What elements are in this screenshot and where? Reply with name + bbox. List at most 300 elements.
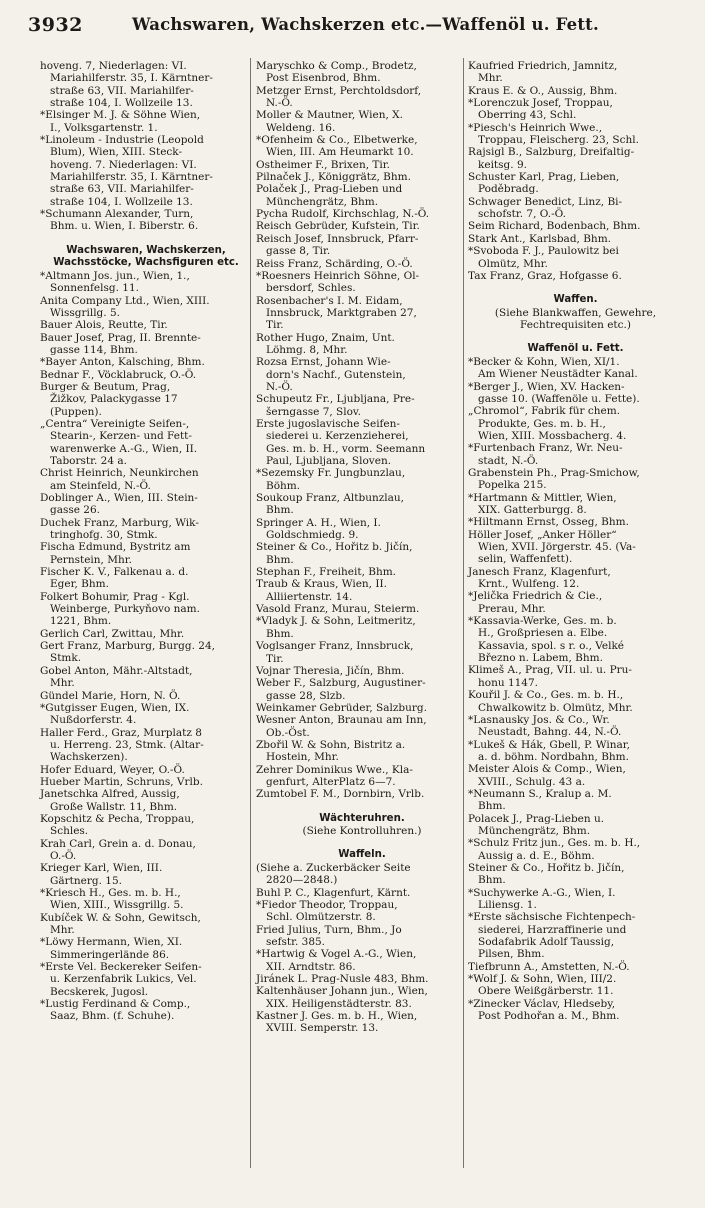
directory-entry [256, 270, 468, 295]
entry-line: Post Eisenbrod, Bhm. [266, 72, 381, 85]
directory-entry [256, 665, 468, 677]
entry-line: O.-Ö. [50, 849, 77, 862]
entry-line: sefstr. 385. [266, 936, 326, 949]
entry-line: Liliensg. 1. [478, 899, 537, 911]
entry-line: Voglsanger Franz, Innsbruck, [256, 640, 414, 653]
directory-column-2 [256, 60, 468, 1035]
entry-line: (Puppen). [50, 405, 102, 418]
entry-line: Ostheimer F., Brixen, Tir. [256, 158, 390, 171]
section-heading [256, 813, 468, 826]
entry-line: Löhmg. 8, Mhr. [266, 343, 348, 356]
entry-line: *Furtenbach Franz, Wr. Neu- [468, 442, 623, 455]
entry-line: Münchengrätz, Bhm. [478, 824, 591, 837]
entry-line: Chwalkowitz b. Olmütz, Mhr. [478, 701, 633, 714]
entry-line: Schwager Benedict, Linz, Bi- [468, 195, 623, 208]
entry-line: *Fiedor Theodor, Troppau, [256, 899, 398, 911]
entry-line: Innsbruck, Marktgraben 27, [266, 306, 417, 319]
entry-line: Tiefbrunn A., Amstetten, N.-Ö. [468, 960, 630, 973]
entry-line: Weinkamer Gebrüder, Salzburg. [256, 701, 427, 714]
directory-entry [40, 566, 252, 591]
entry-line: Bauer Alois, Reutte, Tir. [40, 319, 168, 332]
entry-line: *Roesners Heinrich Söhne, Ol- [256, 269, 420, 282]
directory-entry [468, 196, 683, 221]
entry-line: Krieger Karl, Wien, III. [40, 862, 163, 875]
directory-entry [468, 689, 683, 714]
entry-line: Nußdorferstr. 4. [50, 714, 137, 727]
directory-entry [40, 492, 252, 517]
directory-entry [256, 640, 468, 665]
entry-line: Weber F., Salzburg, Augustiner- [256, 677, 426, 690]
entry-line: a. d. böhm. Nordbahn, Bhm. [478, 750, 629, 763]
entry-line: Sodafabrik Adolf Taussig, [478, 936, 615, 949]
directory-entry [256, 739, 468, 764]
entry-line: (Siehe Blankwaffen, Gewehre, [494, 306, 657, 319]
entry-line: Böhm. [266, 479, 301, 492]
entry-line: Bhm. [266, 627, 294, 640]
entry-line: *Wolf J. & Sohn, Wien, III/2. [468, 973, 617, 986]
entry-line: Březno n. Labem, Bhm. [478, 652, 603, 665]
entry-line: Bhm. u. Wien, I. Biberstr. 6. [50, 220, 199, 233]
directory-entry [468, 973, 683, 998]
entry-line: *Hiltmann Ernst, Osseg, Bhm. [468, 516, 629, 529]
entry-line: Zehrer Dominikus Wwe., Kla- [256, 763, 413, 776]
directory-entry [40, 270, 252, 295]
entry-line: Mariahilferstr. 35, I. Kärntner- [50, 72, 213, 85]
directory-entry [40, 961, 252, 998]
entry-line: *Erste sächsische Fichtenpech- [468, 911, 636, 924]
directory-entry [468, 122, 683, 147]
directory-entry [256, 332, 468, 357]
entry-line: Tax Franz, Graz, Hofgasse 6. [468, 269, 622, 282]
directory-entry [256, 677, 468, 702]
directory-entry [468, 837, 683, 862]
directory-entry [40, 541, 252, 566]
entry-line: Mariahilferstr. 35, I. Kärntner- [50, 171, 213, 184]
entry-line: Krnt., Wulfeng. 12. [478, 578, 580, 591]
entry-line: siederei, Harzraffinerie und [478, 923, 627, 936]
directory-entry [40, 887, 252, 912]
directory-entry [468, 566, 683, 591]
entry-line: *Becker & Kohn, Wien, XI/1. [468, 355, 620, 368]
entry-line: Grabenstein Ph., Prag-Smichow, [468, 466, 640, 479]
directory-entry [468, 887, 683, 912]
directory-entry [256, 948, 468, 973]
entry-line: Wachsstöcke, Wachsfiguren etc. [53, 257, 239, 269]
directory-entry [468, 146, 683, 171]
entry-line: Polaček J., Prag-Lieben und [256, 183, 403, 196]
entry-line: *Gutgisser Eugen, Wien, IX. [40, 701, 190, 714]
entry-line: Buhl P. C., Klagenfurt, Kärnt. [256, 886, 411, 899]
entry-line: Rother Hugo, Znaim, Unt. [256, 331, 395, 344]
directory-entry [468, 911, 683, 960]
entry-line: Springer A. H., Wien, I. [256, 516, 381, 529]
directory-entry [40, 467, 252, 492]
entry-line: Kastner J. Ges. m. b. H., Wien, [256, 1010, 418, 1023]
entry-line: XVIII. Semperstr. 13. [266, 1022, 379, 1035]
entry-line: „Chromol“, Fabrik für chem. [468, 405, 621, 418]
directory-entry [256, 467, 468, 492]
directory-entry [468, 615, 683, 664]
section-heading [468, 294, 683, 307]
directory-entry [468, 233, 683, 245]
entry-line: genfurt, AlterPlatz 6—7. [266, 775, 396, 788]
directory-entry [40, 727, 252, 764]
directory-entry [256, 764, 468, 789]
entry-line: Hueber Martin, Schruns, Vrlb. [40, 775, 203, 788]
directory-entry [256, 492, 468, 517]
directory-entry [40, 418, 252, 467]
entry-line: Ob.-Öst. [266, 726, 310, 739]
entry-line: Goldschmiedg. 9. [266, 529, 359, 542]
directory-entry [256, 134, 468, 159]
entry-line: straße 63, VII. Mariahilfer- [50, 183, 194, 196]
entry-line: Ges. m. b. H., vorm. Seemann [266, 442, 426, 455]
entry-line: Fried Julius, Turn, Bhm., Jo [256, 923, 402, 936]
section-heading [40, 245, 252, 270]
entry-line: Kaltenhäuser Johann jun., Wien, [256, 985, 428, 998]
entry-line: *Lukeš & Hák, Gbell, P. Winar, [468, 738, 630, 751]
entry-line: stadt, N.-Ö. [478, 454, 539, 467]
entry-line: Maryschko & Comp., Brodetz, [256, 60, 417, 72]
entry-line: *Suchywerke A.-G., Wien, I. [468, 886, 616, 899]
entry-line: Reisch Gebrüder, Kufstein, Tir. [256, 220, 420, 233]
entry-line: Münchengrätz, Bhm. [266, 195, 379, 208]
entry-line: hoveng. 7. Niederlagen: VI. [50, 158, 197, 171]
entry-line: I., Volksgartenstr. 1. [50, 121, 158, 134]
entry-line: Duchek Franz, Marburg, Wik- [40, 516, 199, 529]
directory-entry [256, 862, 468, 887]
entry-line: Post Podhořan a. M., Bhm. [478, 1010, 620, 1023]
directory-entry [40, 690, 252, 702]
entry-line: *Zinecker Václav, Hledseby, [468, 997, 616, 1010]
directory-entry [256, 702, 468, 714]
entry-line: *Kriesch H., Ges. m. b. H., [40, 887, 181, 899]
entry-line: H., Großpriesen a. Elbe. [478, 627, 608, 640]
directory-entry [256, 183, 468, 208]
entry-line: Steiner & Co., Hořitz b. Jičín, [256, 541, 413, 554]
directory-entry [468, 60, 683, 85]
entry-line: Krah Carl, Grein a. d. Donau, [40, 837, 196, 850]
section-spacer [468, 282, 683, 294]
section-spacer [256, 837, 468, 849]
entry-line: Zbořil W. & Sohn, Bistritz a. [256, 738, 406, 751]
entry-line: Popelka 215. [478, 479, 547, 492]
directory-entry [256, 973, 468, 985]
entry-line: XIX. Heiligenstädterstr. 83. [266, 997, 412, 1010]
entry-line: Große Wallstr. 11, Bhm. [50, 800, 178, 813]
entry-line: Doblinger A., Wien, III. Stein- [40, 492, 198, 504]
entry-line: Taborstr. 24 a. [50, 454, 127, 467]
entry-line: dorn's Nachf., Gutenstein, [266, 368, 406, 381]
directory-entry [256, 109, 468, 134]
entry-line: Gärtnerg. 15. [50, 874, 122, 887]
entry-line: tringhofg. 30, Stmk. [50, 529, 158, 542]
entry-line: Stmk. [50, 652, 82, 665]
entry-line: Weldeng. 16. [266, 121, 336, 134]
entry-line: straße 104, I. Wollzeile 13. [50, 195, 193, 208]
directory-entry [468, 739, 683, 764]
entry-line: Christ Heinrich, Neunkirchen [40, 467, 199, 480]
entry-line: Stephan F., Freiheit, Bhm. [256, 566, 397, 579]
entry-line: Anita Company Ltd., Wien, XIII. [40, 294, 210, 307]
entry-line: Wächteruhren. [319, 812, 405, 824]
entry-line: Weinberge, Purkyňovo nam. [50, 603, 200, 616]
directory-entry [256, 714, 468, 739]
entry-line: Neustadt, Bahng. 44, N.-Ö. [478, 726, 622, 739]
directory-entry [256, 1010, 468, 1035]
directory-entry [256, 208, 468, 220]
entry-line: *Berger J., Wien, XV. Hacken- [468, 380, 625, 393]
entry-line: Seim Richard, Bodenbach, Bhm. [468, 220, 641, 233]
directory-entry [256, 788, 468, 800]
directory-entry [468, 862, 683, 887]
entry-line: 1221, Bhm. [50, 615, 112, 628]
entry-line: Am Wiener Neustädter Kanal. [478, 368, 638, 381]
directory-entry [40, 332, 252, 357]
entry-line: Mhr. [50, 677, 75, 690]
directory-entry [256, 899, 468, 924]
directory-entry [40, 319, 252, 331]
entry-line: Meister Alois & Comp., Wien, [468, 763, 626, 776]
entry-line: Bhm. [266, 553, 294, 566]
section-spacer [468, 331, 683, 343]
directory-entry [468, 516, 683, 528]
directory-entry [256, 924, 468, 949]
entry-line: Schl. Olmützerstr. 8. [266, 911, 376, 924]
directory-entry [468, 381, 683, 406]
entry-line: Reiss Franz, Schärding, O.-Ö. [256, 257, 413, 270]
entry-line: Hofer Eduard, Weyer, O.-Ö. [40, 763, 185, 776]
entry-line: schofstr. 7, O.-Ö. [478, 208, 566, 221]
section-spacer [40, 233, 252, 245]
entry-line: Olmütz, Mhr. [478, 257, 548, 270]
entry-line: *Svoboda F. J., Paulowitz bei [468, 245, 619, 258]
directory-entry [256, 356, 468, 393]
entry-line: Pilnaček J., Königgrätz, Bhm. [256, 171, 411, 184]
entry-line: Kraus E. & O., Aussig, Bhm. [468, 84, 618, 97]
entry-line: selin, Waffenfett). [478, 553, 573, 566]
entry-line: Bednar F., Vöcklabruck, O.-Ö. [40, 368, 197, 381]
entry-line: Waffeln. [338, 849, 386, 861]
entry-line: Höller Josef, „Anker Höller“ [468, 528, 617, 541]
directory-entry [40, 356, 252, 368]
directory-entry [40, 998, 252, 1023]
entry-line: „Centra“ Vereinigte Seifen-, [40, 417, 190, 430]
directory-entry [40, 208, 252, 233]
page-title: Wachswaren, Wachskerzen etc.—Waffenöl u. Fett. [132, 15, 599, 34]
directory-entry [40, 862, 252, 887]
entry-line: Bhm. [478, 874, 506, 887]
directory-entry [468, 788, 683, 813]
entry-line: *Neumann S., Kralup a. M. [468, 787, 612, 800]
directory-entry [40, 517, 252, 542]
entry-line: Wissgrillg. 5. [50, 306, 120, 319]
entry-line: Gerlich Carl, Zwittau, Mhr. [40, 627, 185, 640]
directory-entry [468, 961, 683, 973]
entry-line: Kaufried Friedrich, Jamnitz, [468, 60, 618, 72]
entry-line: *Schulz Fritz jun., Ges. m. b. H., [468, 837, 641, 850]
directory-entry [468, 467, 683, 492]
directory-entry [468, 85, 683, 97]
entry-line: *Hartmann & Mittler, Wien, [468, 491, 617, 504]
entry-line: Mhr. [478, 72, 503, 85]
entry-line: Eger, Bhm. [50, 578, 109, 591]
directory-entry [256, 393, 468, 418]
entry-line: Tir. [266, 319, 284, 332]
entry-line: Schupeutz Fr., Ljubljana, Pre- [256, 393, 415, 406]
entry-line: šerngasse 7, Slov. [266, 405, 361, 418]
directory-entry [40, 813, 252, 838]
directory-entry [256, 566, 468, 578]
entry-line: (Siehe a. Zuckerbäcker Seite [256, 861, 411, 874]
entry-line: straße 63, VII. Mariahilfer- [50, 84, 194, 97]
entry-line: Oberring 43, Schl. [478, 109, 577, 122]
directory-entry [40, 665, 252, 690]
entry-line: Wien, XIII. Mossbacherg. 4. [478, 429, 627, 442]
entry-line: Gündel Marie, Horn, N. Ö. [40, 689, 181, 702]
directory-entry [40, 936, 252, 961]
entry-line: Wesner Anton, Braunau am Inn, [256, 714, 427, 727]
entry-line: Jiránek L. Prag-Nusle 483, Bhm. [256, 973, 429, 986]
entry-line: *Bayer Anton, Kalsching, Bhm. [40, 356, 205, 369]
entry-line: Klimeš A., Prag, VII. ul. u. Pru- [468, 664, 632, 677]
directory-entry [468, 590, 683, 615]
section-heading [256, 849, 468, 862]
entry-line: Bhm. [266, 504, 294, 517]
entry-line: Simmeringerlände 86. [50, 948, 170, 961]
directory-entry [468, 664, 683, 689]
entry-line: Blum), Wien, XIII. Steck- [50, 146, 183, 159]
directory-entry [256, 159, 468, 171]
entry-line: hoveng. 7, Niederlagen: VI. [40, 60, 187, 72]
entry-line: Becskerek, Jugosl. [50, 985, 149, 998]
directory-entry [468, 813, 683, 838]
entry-line: gasse 28, Slzb. [266, 689, 346, 702]
entry-line: gasse 26. [50, 504, 101, 517]
directory-column-1 [40, 60, 252, 1023]
entry-line: Pycha Rudolf, Kirchschlag, N.-Ö. [256, 208, 430, 221]
entry-line: Stearin-, Kerzen- und Fett- [50, 430, 192, 443]
entry-line: Rozsa Ernst, Johann Wie- [256, 356, 391, 369]
entry-line: *Lasnausky Jos. & Co., Wr. [468, 713, 610, 726]
entry-line: Paul, Ljubljana, Sloven. [266, 455, 392, 467]
entry-line: Mhr. [50, 924, 75, 937]
directory-entry [40, 295, 252, 320]
entry-line: Prerau, Mhr. [478, 602, 546, 615]
directory-entry [40, 912, 252, 937]
entry-line: XIX. Gatterburgg. 8. [478, 504, 587, 516]
entry-line: *Schumann Alexander, Turn, [40, 208, 194, 221]
entry-line: warenwerke A.-G., Wien, II. [50, 442, 198, 455]
entry-line: Kouřil J. & Co., Ges. m. b. H., [468, 689, 624, 702]
entry-line: Produkte, Ges. m. b. H., [478, 417, 606, 430]
directory-entry [468, 529, 683, 566]
entry-line: Wachskerzen). [50, 751, 128, 764]
directory-entry [256, 517, 468, 542]
directory-entry [468, 171, 683, 196]
directory-entry [40, 381, 252, 418]
directory-entry [256, 578, 468, 603]
entry-line: Polacek J., Prag-Lieben u. [468, 812, 605, 825]
entry-line: Haller Ferd., Graz, Murplatz 8 [40, 726, 202, 739]
entry-line: gasse 10. (Waffenöle u. Fette). [478, 392, 640, 405]
directory-entry [256, 541, 468, 566]
entry-line: Moller & Mautner, Wien, X. [256, 109, 403, 122]
entry-line: *Lorenczuk Josef, Troppau, [468, 97, 613, 110]
entry-line: Waffenöl u. Fett. [527, 343, 624, 355]
entry-line: straße 104, I. Wollzeile 13. [50, 97, 193, 110]
directory-entry [256, 60, 468, 85]
entry-line: Kubíček W. & Sohn, Gewitsch, [40, 911, 201, 924]
entry-line: *Vladyk J. & Sohn, Leitmeritz, [256, 615, 416, 628]
section-heading [468, 343, 683, 356]
directory-entry [468, 714, 683, 739]
entry-line: Žižkov, Palackygasse 17 [50, 393, 178, 406]
entry-line: *Löwy Hermann, Wien, XI. [40, 936, 183, 949]
entry-line: Vojnar Theresia, Jičín, Bhm. [256, 664, 405, 677]
entry-line: N.-Ö. [266, 380, 293, 393]
directory-entry [40, 788, 252, 813]
entry-line: Tir. [266, 652, 284, 665]
entry-line: Schles. [50, 825, 89, 838]
entry-line: Kopschitz & Pecha, Troppau, [40, 812, 195, 825]
entry-line: bersdorf, Schles. [266, 282, 356, 295]
directory-entry [256, 85, 468, 110]
entry-line: Obere Weißgärberstr. 11. [478, 985, 614, 998]
running-header [0, 12, 705, 42]
entry-line: Soukoup Franz, Altbunzlau, [256, 492, 404, 505]
directory-entry [40, 369, 252, 381]
entry-line: Erste jugoslavische Seifen- [256, 417, 400, 430]
directory-entry [256, 418, 468, 467]
entry-line: gasse 8, Tir. [266, 245, 331, 258]
entry-line: (Siehe Kontrolluhren.) [302, 825, 422, 838]
directory-entry [40, 109, 252, 134]
entry-line: Kassavia, spol. s r. o., Velké [478, 639, 625, 652]
directory-entry [40, 702, 252, 727]
directory-entry [468, 220, 683, 232]
directory-entry [256, 985, 468, 1010]
entry-line: Metzger Ernst, Perchtoldsdorf, [256, 84, 422, 97]
directory-entry [468, 245, 683, 270]
entry-line: Pilsen, Bhm. [478, 948, 545, 961]
entry-line: Troppau, Fleischerg. 23, Schl. [478, 134, 639, 147]
entry-line: Fischa Edmund, Bystritz am [40, 541, 191, 554]
entry-line: Rajsigl B., Salzburg, Dreifaltig- [468, 146, 635, 159]
entry-line: u. Herreng. 23, Stmk. (Altar- [50, 738, 204, 751]
entry-line: Vasold Franz, Murau, Steierm. [256, 603, 420, 616]
entry-line: Reisch Josef, Innsbruck, Pfarr- [256, 232, 419, 245]
entry-line: *Altmann Jos. jun., Wien, 1., [40, 269, 190, 282]
directory-entry [468, 356, 683, 381]
directory-entry [468, 97, 683, 122]
entry-line: *Ofenheim & Co., Elbetwerke, [256, 134, 418, 147]
entry-line: 2820—2848.) [266, 874, 338, 887]
directory-entry [256, 171, 468, 183]
entry-line: Waffen. [553, 294, 598, 306]
directory-entry [468, 763, 683, 788]
entry-line: Pernstein, Mhr. [50, 553, 132, 566]
entry-line: Alliiertenstr. 14. [266, 590, 353, 603]
directory-entry [40, 764, 252, 776]
entry-line: *Lustig Ferdinand & Comp., [40, 998, 191, 1011]
entry-line: Bauer Josef, Prag, II. Brennte- [40, 331, 201, 344]
entry-line: Wien, XIII., Wissgrillg. 5. [50, 899, 184, 912]
directory-entry [468, 442, 683, 467]
entry-line: keitsg. 9. [478, 158, 527, 171]
entry-line: Wien, XVII. Jörgerstr. 45. (Va- [478, 541, 636, 554]
entry-line: *Kassavia-Werke, Ges. m. b. [468, 615, 617, 628]
